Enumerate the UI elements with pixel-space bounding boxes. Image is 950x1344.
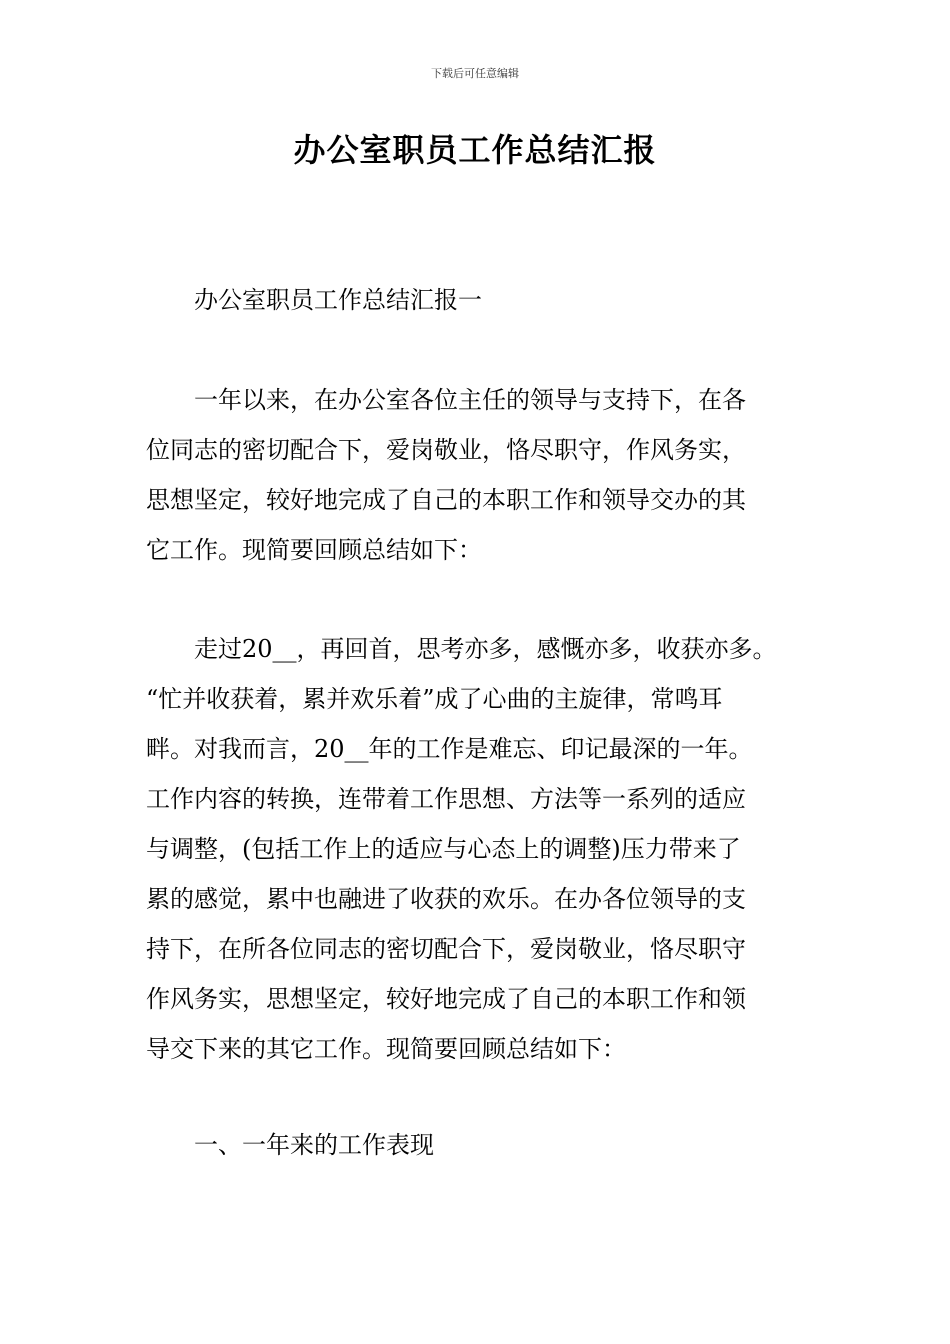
paragraph-line: 作风务实，思想坚定，较好地完成了自己的本职工作和领 [146, 985, 746, 1013]
section-heading-text: 一、一年来的工作表现 [194, 1131, 434, 1159]
paragraph-line: 思想坚定，较好地完成了自己的本职工作和领导交办的其 [146, 486, 746, 514]
paragraph-line: 累的感觉，累中也融进了收获的欢乐。在办各位领导的支 [146, 885, 746, 913]
paragraph-line: 走过20__，再回首，思考亦多，感慨亦多，收获亦多。 [194, 635, 777, 663]
paragraph-intro [146, 375, 818, 575]
paragraph-line: 畔。对我而言，20__年的工作是难忘、印记最深的一年。 [146, 735, 753, 763]
paragraph-line: “忙并收获着，累并欢乐着”成了心曲的主旋律，常鸣耳 [146, 685, 723, 713]
document-title: 办公室职员工作总结汇报 [293, 131, 657, 169]
paragraph-review [146, 624, 818, 1074]
subtitle-text: 办公室职员工作总结汇报一 [194, 286, 482, 314]
section-heading [146, 1120, 818, 1170]
paragraph-line: 它工作。现简要回顾总结如下： [146, 536, 482, 564]
document-subtitle [146, 275, 818, 325]
paragraph-line: 工作内容的转换，连带着工作思想、方法等一系列的适应 [146, 785, 746, 813]
paragraph-line: 一年以来，在办公室各位主任的领导与支持下，在各 [194, 386, 746, 414]
header-note: 下载后可任意编辑 [431, 67, 519, 80]
paragraph-line: 位同志的密切配合下，爱岗敬业，恪尽职守，作风务实， [146, 436, 746, 464]
paragraph-line: 持下，在所各位同志的密切配合下，爱岗敬业，恪尽职守 [146, 935, 746, 963]
paragraph-line: 与调整，(包括工作上的适应与心态上的调整)压力带来了 [146, 835, 741, 863]
paragraph-line: 导交下来的其它工作。现简要回顾总结如下： [146, 1035, 626, 1063]
